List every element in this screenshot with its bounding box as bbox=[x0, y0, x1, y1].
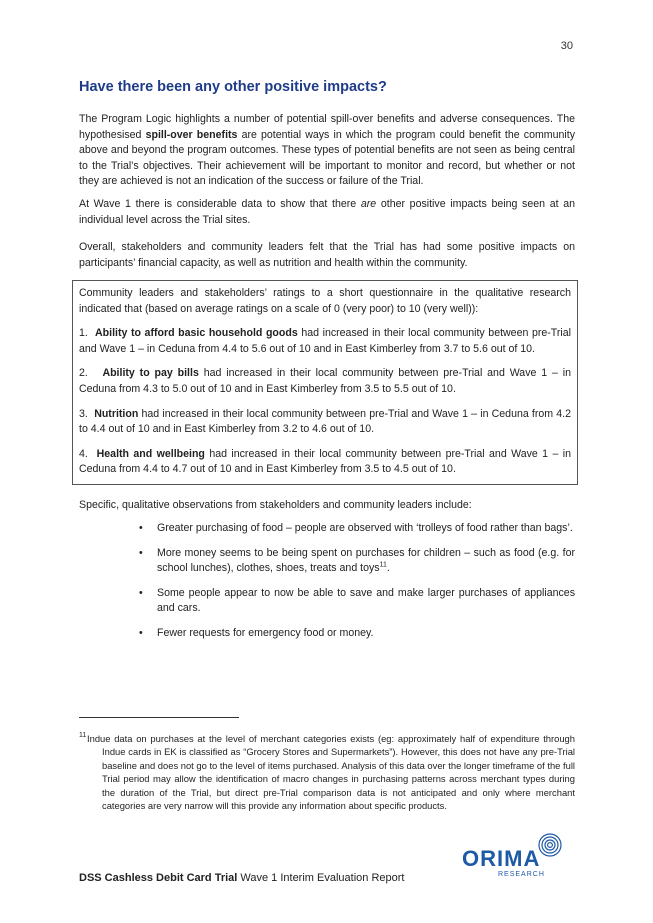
list-item: • Greater purchasing of food – people are observed with ‘trolleys of food rather than bags’. bbox=[135, 521, 575, 537]
report-title: DSS Cashless Debit Card Trial Wave 1 Interim Evaluation Report bbox=[79, 872, 405, 884]
logo-subtext: RESEARCH bbox=[498, 871, 545, 878]
ratings-summary-box bbox=[72, 280, 578, 485]
intro-paragraph-3: Overall, stakeholders and community leaders felt that the Trial has had some positive impacts on participants’ financial capacity, as well as nutrition and health within the community. bbox=[79, 241, 575, 269]
observations-list bbox=[135, 521, 575, 651]
bullet-icon: • bbox=[139, 546, 143, 559]
rating-item: 1. Ability to afford basic household goods had increased in their local community between pre-Trial and Wave 1 – in Ceduna from 4.4 to 5.6 out of 10 and in East Kimberley from 3.7 to 5.6 out of 10. bbox=[79, 327, 571, 355]
footnote-text: Indue data on purchases at the level of merchant categories exists (eg: approximately half of expenditure through Indue cards in EK is classified as “Grocery Stores and Supermarkets”). However, this does not have any pre-Trial baseline and does not go to the level of items purchased. Analysis of this data over the longer timeframe of the full Trial period may allow the identification of macro changes in purchasing patterns across merchant types during the duration of the Trial, but direct pre-Trial comparison data is not anticipated and only where merchant categories are very narrow will this provide any information about specific products. bbox=[87, 733, 575, 812]
list-item: • Fewer requests for emergency food or money. bbox=[135, 626, 575, 642]
footnote-divider bbox=[79, 717, 239, 718]
bullet-icon: • bbox=[139, 522, 143, 534]
rating-item: 4. Health and wellbeing had increased in their local community between pre-Trial and Wave 1 – in Ceduna from 4.4 to 4.7 out of 10 and in East Kimberley from 3.5 to 4.5 out of 10. bbox=[79, 447, 572, 476]
observations-lead: Specific, qualitative observations from stakeholders and community leaders include: bbox=[79, 499, 472, 511]
orima-logo bbox=[462, 830, 574, 878]
rating-item: 2. Ability to pay bills had increased in their local community between pre-Trial and Wave 1 – in Ceduna from 4.3 to 5.0 out of 10 and in East Kimberley from 3.5 to 5.5 out of 10. bbox=[79, 367, 571, 395]
logo-text: ORIMA bbox=[462, 846, 541, 871]
bullet-icon: • bbox=[139, 586, 143, 599]
intro-paragraph-2: At Wave 1 there is considerable data to show that there are other positive impacts being seen at an individual level across the Trial sites. bbox=[79, 198, 575, 226]
rating-item: 3. Nutrition had increased in their local community between pre-Trial and Wave 1 – in Ceduna from 4.2 to 4.4 out of 10 and in East Kimberley from 3.2 to 4.6 out of 10. bbox=[79, 407, 571, 436]
footnote-number: 11 bbox=[79, 732, 87, 739]
bullet-icon: • bbox=[139, 626, 143, 639]
footnote-ref[interactable]: 11 bbox=[379, 561, 387, 569]
footnote bbox=[79, 732, 575, 812]
intro-paragraph-1: The Program Logic highlights a number of potential spill-over benefits and adverse consequences. The hypothesised spill-over benefits are potential ways in which the program could benefit the community above and beyond the program outcomes. These types of potential benefits are not seen as being central to the Trial’s objectives. Their achievement will be important to monitor and record, but whether or not they are achieved is not an indication of the success or failure of the Trial. bbox=[79, 113, 575, 188]
list-item: • More money seems to be being spent on purchases for children – such as food (e.g. for school lunches), clothes, shoes, treats and toys$^{11}$. bbox=[139, 546, 575, 575]
box-intro: Community leaders and stakeholders’ ratings to a short questionnaire in the qualitative research indicated that (based on average ratings on a scale of 0 (very poor) to 10 (very well)): bbox=[79, 287, 571, 315]
list-item: • Some people appear to now be able to save and make larger purchases of appliances and cars. bbox=[139, 586, 575, 615]
page-number: 30 bbox=[560, 40, 573, 52]
section-heading: Have there been any other positive impacts? bbox=[79, 79, 387, 95]
